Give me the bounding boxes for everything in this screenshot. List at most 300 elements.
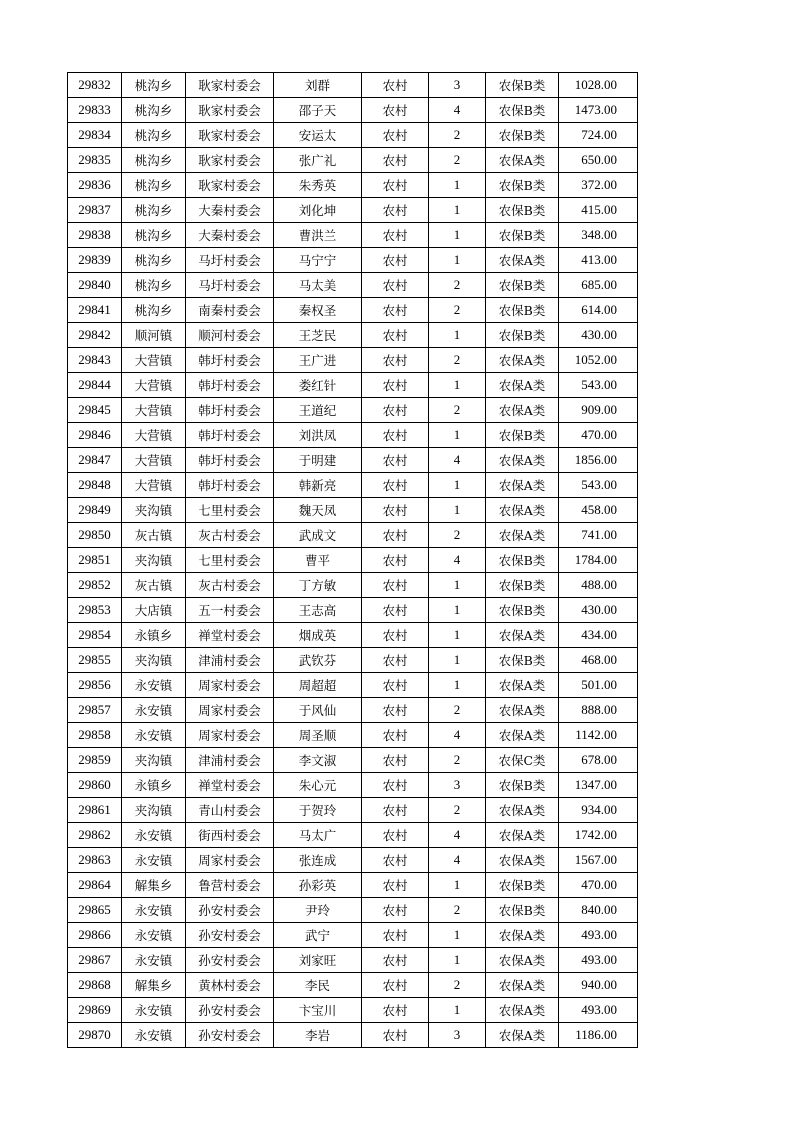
village-committee-cell: 七里村委会	[186, 548, 274, 573]
village-committee-cell: 禅堂村委会	[186, 773, 274, 798]
person-name-cell: 武成文	[274, 523, 362, 548]
amount-cell: 1742.00	[559, 823, 638, 848]
village-committee-cell: 韩圩村委会	[186, 448, 274, 473]
person-name-cell: 刘家旺	[274, 948, 362, 973]
table-row	[68, 498, 638, 523]
record-id-cell: 29862	[68, 823, 122, 848]
village-committee-cell: 孙安村委会	[186, 948, 274, 973]
person-name-cell: 周超超	[274, 673, 362, 698]
table-row	[68, 623, 638, 648]
table-row	[68, 998, 638, 1023]
record-id-cell: 29865	[68, 898, 122, 923]
record-id-cell: 29869	[68, 998, 122, 1023]
area-type-cell: 农村	[362, 573, 429, 598]
village-committee-cell: 马圩村委会	[186, 248, 274, 273]
area-type-cell: 农村	[362, 598, 429, 623]
insurance-category-cell: 农保B类	[486, 648, 559, 673]
insurance-category-cell: 农保A类	[486, 373, 559, 398]
township-cell: 桃沟乡	[122, 148, 186, 173]
area-type-cell: 农村	[362, 373, 429, 398]
amount-cell: 488.00	[559, 573, 638, 598]
table-row	[68, 948, 638, 973]
amount-cell: 543.00	[559, 473, 638, 498]
township-cell: 永安镇	[122, 823, 186, 848]
record-id-cell: 29854	[68, 623, 122, 648]
household-count-cell: 2	[429, 748, 486, 773]
village-committee-cell: 七里村委会	[186, 498, 274, 523]
record-id-cell: 29833	[68, 98, 122, 123]
table-row	[68, 298, 638, 323]
township-cell: 永安镇	[122, 923, 186, 948]
person-name-cell: 武钦芬	[274, 648, 362, 673]
record-id-cell: 29852	[68, 573, 122, 598]
person-name-cell: 朱心元	[274, 773, 362, 798]
area-type-cell: 农村	[362, 98, 429, 123]
household-count-cell: 1	[429, 623, 486, 648]
household-count-cell: 2	[429, 398, 486, 423]
area-type-cell: 农村	[362, 648, 429, 673]
table-row	[68, 798, 638, 823]
township-cell: 永镇乡	[122, 623, 186, 648]
person-name-cell: 卞宝川	[274, 998, 362, 1023]
table-row	[68, 248, 638, 273]
township-cell: 大营镇	[122, 473, 186, 498]
village-committee-cell: 孙安村委会	[186, 898, 274, 923]
insurance-category-cell: 农保B类	[486, 873, 559, 898]
insurance-category-cell: 农保A类	[486, 448, 559, 473]
insurance-category-cell: 农保B类	[486, 198, 559, 223]
table-row	[68, 573, 638, 598]
table-row	[68, 173, 638, 198]
village-committee-cell: 周家村委会	[186, 698, 274, 723]
household-count-cell: 2	[429, 123, 486, 148]
table-row	[68, 473, 638, 498]
village-committee-cell: 马圩村委会	[186, 273, 274, 298]
record-id-cell: 29844	[68, 373, 122, 398]
table-row	[68, 673, 638, 698]
village-committee-cell: 韩圩村委会	[186, 348, 274, 373]
amount-cell: 724.00	[559, 123, 638, 148]
township-cell: 大店镇	[122, 598, 186, 623]
person-name-cell: 烟成英	[274, 623, 362, 648]
table-row	[68, 648, 638, 673]
township-cell: 永安镇	[122, 948, 186, 973]
household-count-cell: 2	[429, 798, 486, 823]
village-committee-cell: 周家村委会	[186, 673, 274, 698]
area-type-cell: 农村	[362, 1023, 429, 1048]
table-row	[68, 973, 638, 998]
amount-cell: 1052.00	[559, 348, 638, 373]
amount-cell: 1784.00	[559, 548, 638, 573]
township-cell: 灰古镇	[122, 523, 186, 548]
township-cell: 大营镇	[122, 398, 186, 423]
insurance-category-cell: 农保A类	[486, 248, 559, 273]
village-committee-cell: 津浦村委会	[186, 748, 274, 773]
village-committee-cell: 韩圩村委会	[186, 473, 274, 498]
township-cell: 永安镇	[122, 1023, 186, 1048]
village-committee-cell: 孙安村委会	[186, 923, 274, 948]
household-count-cell: 1	[429, 673, 486, 698]
township-cell: 永安镇	[122, 848, 186, 873]
insurance-category-cell: 农保A类	[486, 473, 559, 498]
amount-cell: 493.00	[559, 923, 638, 948]
person-name-cell: 王芝民	[274, 323, 362, 348]
insurance-category-cell: 农保B类	[486, 573, 559, 598]
household-count-cell: 1	[429, 598, 486, 623]
record-id-cell: 29868	[68, 973, 122, 998]
amount-cell: 685.00	[559, 273, 638, 298]
insurance-category-cell: 农保B类	[486, 73, 559, 98]
amount-cell: 1347.00	[559, 773, 638, 798]
area-type-cell: 农村	[362, 548, 429, 573]
household-count-cell: 3	[429, 73, 486, 98]
record-id-cell: 29849	[68, 498, 122, 523]
amount-cell: 493.00	[559, 998, 638, 1023]
village-committee-cell: 耿家村委会	[186, 123, 274, 148]
household-count-cell: 1	[429, 498, 486, 523]
amount-cell: 909.00	[559, 398, 638, 423]
area-type-cell: 农村	[362, 773, 429, 798]
village-committee-cell: 孙安村委会	[186, 1023, 274, 1048]
household-count-cell: 2	[429, 348, 486, 373]
record-id-cell: 29835	[68, 148, 122, 173]
household-count-cell: 4	[429, 848, 486, 873]
insurance-category-cell: 农保B类	[486, 598, 559, 623]
household-count-cell: 4	[429, 548, 486, 573]
table-row	[68, 823, 638, 848]
village-committee-cell: 韩圩村委会	[186, 373, 274, 398]
insurance-category-cell: 农保A类	[486, 848, 559, 873]
record-id-cell: 29845	[68, 398, 122, 423]
amount-cell: 1028.00	[559, 73, 638, 98]
area-type-cell: 农村	[362, 298, 429, 323]
table-row	[68, 323, 638, 348]
area-type-cell: 农村	[362, 273, 429, 298]
table-row	[68, 748, 638, 773]
table-row	[68, 148, 638, 173]
household-count-cell: 1	[429, 948, 486, 973]
township-cell: 永安镇	[122, 673, 186, 698]
village-committee-cell: 大秦村委会	[186, 223, 274, 248]
record-id-cell: 29842	[68, 323, 122, 348]
area-type-cell: 农村	[362, 698, 429, 723]
village-committee-cell: 耿家村委会	[186, 148, 274, 173]
township-cell: 桃沟乡	[122, 248, 186, 273]
insurance-category-cell: 农保C类	[486, 748, 559, 773]
township-cell: 桃沟乡	[122, 223, 186, 248]
insurance-category-cell: 农保B类	[486, 548, 559, 573]
village-committee-cell: 津浦村委会	[186, 648, 274, 673]
record-id-cell: 29841	[68, 298, 122, 323]
area-type-cell: 农村	[362, 723, 429, 748]
township-cell: 大营镇	[122, 348, 186, 373]
township-cell: 永安镇	[122, 698, 186, 723]
person-name-cell: 王道纪	[274, 398, 362, 423]
area-type-cell: 农村	[362, 798, 429, 823]
household-count-cell: 1	[429, 198, 486, 223]
record-id-cell: 29850	[68, 523, 122, 548]
person-name-cell: 刘化坤	[274, 198, 362, 223]
person-name-cell: 张广礼	[274, 148, 362, 173]
household-count-cell: 1	[429, 223, 486, 248]
amount-cell: 430.00	[559, 323, 638, 348]
insurance-category-cell: 农保A类	[486, 923, 559, 948]
township-cell: 永安镇	[122, 898, 186, 923]
person-name-cell: 韩新亮	[274, 473, 362, 498]
person-name-cell: 于风仙	[274, 698, 362, 723]
table-row	[68, 698, 638, 723]
area-type-cell: 农村	[362, 473, 429, 498]
table-row	[68, 373, 638, 398]
record-id-cell: 29857	[68, 698, 122, 723]
record-id-cell: 29855	[68, 648, 122, 673]
insurance-category-cell: 农保A类	[486, 998, 559, 1023]
village-committee-cell: 耿家村委会	[186, 98, 274, 123]
township-cell: 夹沟镇	[122, 798, 186, 823]
insurance-category-cell: 农保A类	[486, 348, 559, 373]
record-id-cell: 29853	[68, 598, 122, 623]
village-committee-cell: 黄林村委会	[186, 973, 274, 998]
insurance-category-cell: 农保A类	[486, 1023, 559, 1048]
household-count-cell: 2	[429, 898, 486, 923]
area-type-cell: 农村	[362, 823, 429, 848]
area-type-cell: 农村	[362, 223, 429, 248]
record-id-cell: 29840	[68, 273, 122, 298]
insurance-category-cell: 农保B类	[486, 223, 559, 248]
record-id-cell: 29837	[68, 198, 122, 223]
person-name-cell: 丁方敏	[274, 573, 362, 598]
table-row	[68, 348, 638, 373]
village-committee-cell: 耿家村委会	[186, 173, 274, 198]
amount-cell: 543.00	[559, 373, 638, 398]
township-cell: 桃沟乡	[122, 73, 186, 98]
area-type-cell: 农村	[362, 448, 429, 473]
person-name-cell: 刘群	[274, 73, 362, 98]
table-row	[68, 873, 638, 898]
village-committee-cell: 周家村委会	[186, 723, 274, 748]
table-row	[68, 548, 638, 573]
area-type-cell: 农村	[362, 348, 429, 373]
person-name-cell: 李文淑	[274, 748, 362, 773]
person-name-cell: 娄红针	[274, 373, 362, 398]
table-row	[68, 73, 638, 98]
village-committee-cell: 大秦村委会	[186, 198, 274, 223]
household-count-cell: 1	[429, 473, 486, 498]
household-count-cell: 1	[429, 173, 486, 198]
village-committee-cell: 南秦村委会	[186, 298, 274, 323]
insurance-category-cell: 农保B类	[486, 773, 559, 798]
table-row	[68, 848, 638, 873]
record-id-cell: 29858	[68, 723, 122, 748]
person-name-cell: 马宁宁	[274, 248, 362, 273]
insurance-category-cell: 农保A类	[486, 948, 559, 973]
township-cell: 大营镇	[122, 373, 186, 398]
household-count-cell: 1	[429, 373, 486, 398]
person-name-cell: 朱秀英	[274, 173, 362, 198]
township-cell: 永安镇	[122, 723, 186, 748]
person-name-cell: 张连成	[274, 848, 362, 873]
insurance-category-cell: 农保A类	[486, 973, 559, 998]
insurance-category-cell: 农保A类	[486, 148, 559, 173]
area-type-cell: 农村	[362, 123, 429, 148]
amount-cell: 940.00	[559, 973, 638, 998]
insurance-category-cell: 农保B类	[486, 173, 559, 198]
household-count-cell: 1	[429, 248, 486, 273]
record-id-cell: 29834	[68, 123, 122, 148]
township-cell: 桃沟乡	[122, 173, 186, 198]
person-name-cell: 秦权圣	[274, 298, 362, 323]
amount-cell: 888.00	[559, 698, 638, 723]
household-count-cell: 1	[429, 573, 486, 598]
township-cell: 解集乡	[122, 873, 186, 898]
records-table	[67, 72, 638, 1048]
village-committee-cell: 青山村委会	[186, 798, 274, 823]
township-cell: 解集乡	[122, 973, 186, 998]
village-committee-cell: 周家村委会	[186, 848, 274, 873]
person-name-cell: 曹洪兰	[274, 223, 362, 248]
household-count-cell: 1	[429, 998, 486, 1023]
township-cell: 永镇乡	[122, 773, 186, 798]
area-type-cell: 农村	[362, 923, 429, 948]
household-count-cell: 3	[429, 1023, 486, 1048]
township-cell: 夹沟镇	[122, 548, 186, 573]
township-cell: 永安镇	[122, 998, 186, 1023]
person-name-cell: 王志高	[274, 598, 362, 623]
record-id-cell: 29859	[68, 748, 122, 773]
insurance-category-cell: 农保A类	[486, 623, 559, 648]
area-type-cell: 农村	[362, 898, 429, 923]
insurance-category-cell: 农保B类	[486, 273, 559, 298]
record-id-cell: 29846	[68, 423, 122, 448]
amount-cell: 1142.00	[559, 723, 638, 748]
table-row	[68, 123, 638, 148]
person-name-cell: 李岩	[274, 1023, 362, 1048]
household-count-cell: 2	[429, 273, 486, 298]
person-name-cell: 于明建	[274, 448, 362, 473]
area-type-cell: 农村	[362, 423, 429, 448]
amount-cell: 614.00	[559, 298, 638, 323]
household-count-cell: 3	[429, 773, 486, 798]
person-name-cell: 于贺玲	[274, 798, 362, 823]
record-id-cell: 29867	[68, 948, 122, 973]
household-count-cell: 1	[429, 648, 486, 673]
person-name-cell: 尹玲	[274, 898, 362, 923]
area-type-cell: 农村	[362, 398, 429, 423]
household-count-cell: 1	[429, 423, 486, 448]
township-cell: 大营镇	[122, 448, 186, 473]
area-type-cell: 农村	[362, 623, 429, 648]
record-id-cell: 29836	[68, 173, 122, 198]
amount-cell: 470.00	[559, 423, 638, 448]
village-committee-cell: 孙安村委会	[186, 998, 274, 1023]
township-cell: 夹沟镇	[122, 648, 186, 673]
household-count-cell: 4	[429, 98, 486, 123]
table-row	[68, 523, 638, 548]
area-type-cell: 农村	[362, 748, 429, 773]
household-count-cell: 1	[429, 323, 486, 348]
township-cell: 夹沟镇	[122, 498, 186, 523]
person-name-cell: 马太广	[274, 823, 362, 848]
amount-cell: 1186.00	[559, 1023, 638, 1048]
village-committee-cell: 韩圩村委会	[186, 398, 274, 423]
area-type-cell: 农村	[362, 173, 429, 198]
township-cell: 桃沟乡	[122, 298, 186, 323]
table-row	[68, 1023, 638, 1048]
area-type-cell: 农村	[362, 73, 429, 98]
village-committee-cell: 五一村委会	[186, 598, 274, 623]
amount-cell: 430.00	[559, 598, 638, 623]
insurance-category-cell: 农保B类	[486, 123, 559, 148]
insurance-category-cell: 农保A类	[486, 823, 559, 848]
table-row	[68, 773, 638, 798]
record-id-cell: 29870	[68, 1023, 122, 1048]
household-count-cell: 1	[429, 873, 486, 898]
person-name-cell: 邵子天	[274, 98, 362, 123]
amount-cell: 934.00	[559, 798, 638, 823]
person-name-cell: 孙彩英	[274, 873, 362, 898]
record-id-cell: 29839	[68, 248, 122, 273]
amount-cell: 468.00	[559, 648, 638, 673]
table-row	[68, 223, 638, 248]
village-committee-cell: 顺河村委会	[186, 323, 274, 348]
record-id-cell: 29860	[68, 773, 122, 798]
area-type-cell: 农村	[362, 973, 429, 998]
area-type-cell: 农村	[362, 873, 429, 898]
household-count-cell: 2	[429, 523, 486, 548]
township-cell: 桃沟乡	[122, 273, 186, 298]
record-id-cell: 29856	[68, 673, 122, 698]
insurance-category-cell: 农保A类	[486, 523, 559, 548]
person-name-cell: 刘洪凤	[274, 423, 362, 448]
village-committee-cell: 韩圩村委会	[186, 423, 274, 448]
township-cell: 顺河镇	[122, 323, 186, 348]
amount-cell: 458.00	[559, 498, 638, 523]
insurance-category-cell: 农保A类	[486, 498, 559, 523]
area-type-cell: 农村	[362, 948, 429, 973]
amount-cell: 501.00	[559, 673, 638, 698]
village-committee-cell: 耿家村委会	[186, 73, 274, 98]
person-name-cell: 李民	[274, 973, 362, 998]
township-cell: 灰古镇	[122, 573, 186, 598]
township-cell: 桃沟乡	[122, 98, 186, 123]
table-row	[68, 923, 638, 948]
village-committee-cell: 灰古村委会	[186, 573, 274, 598]
household-count-cell: 2	[429, 148, 486, 173]
amount-cell: 1567.00	[559, 848, 638, 873]
table-row	[68, 898, 638, 923]
person-name-cell: 周圣顺	[274, 723, 362, 748]
insurance-category-cell: 农保A类	[486, 798, 559, 823]
record-id-cell: 29848	[68, 473, 122, 498]
township-cell: 桃沟乡	[122, 123, 186, 148]
insurance-category-cell: 农保B类	[486, 298, 559, 323]
amount-cell: 415.00	[559, 198, 638, 223]
area-type-cell: 农村	[362, 998, 429, 1023]
township-cell: 夹沟镇	[122, 748, 186, 773]
household-count-cell: 2	[429, 298, 486, 323]
table-row	[68, 723, 638, 748]
insurance-category-cell: 农保B类	[486, 323, 559, 348]
household-count-cell: 2	[429, 698, 486, 723]
records-table-body	[68, 73, 638, 1048]
household-count-cell: 4	[429, 823, 486, 848]
insurance-category-cell: 农保B类	[486, 423, 559, 448]
record-id-cell: 29843	[68, 348, 122, 373]
person-name-cell: 王广进	[274, 348, 362, 373]
table-row	[68, 448, 638, 473]
record-id-cell: 29832	[68, 73, 122, 98]
village-committee-cell: 鲁营村委会	[186, 873, 274, 898]
